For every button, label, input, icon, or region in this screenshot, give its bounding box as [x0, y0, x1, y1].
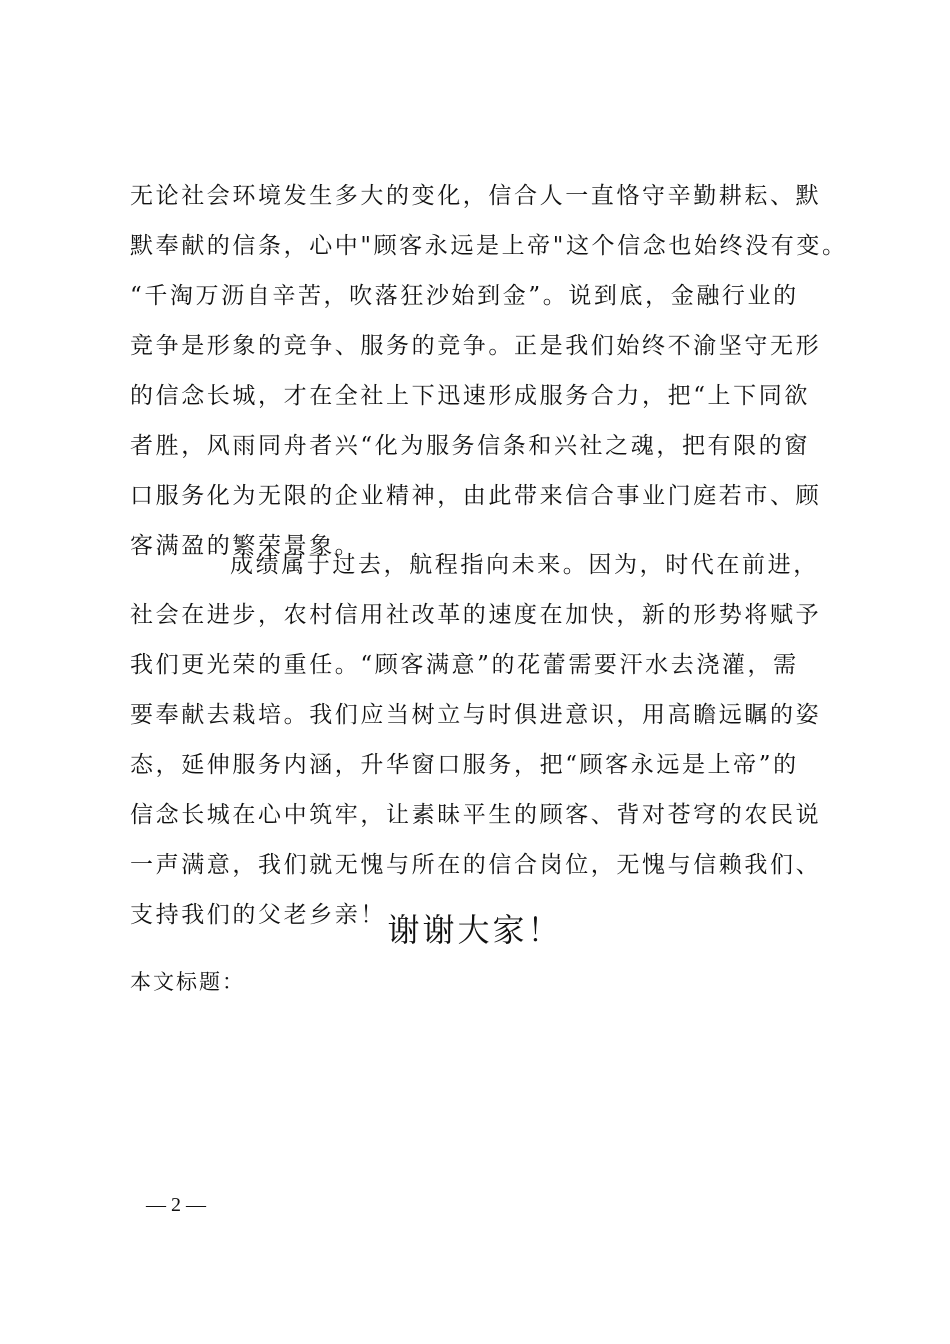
- closing-remark: 谢谢大家！: [387, 911, 563, 949]
- text-line: 一声满意，我们就无愧与所在的信合岗位，无愧与信赖我们、: [130, 852, 822, 878]
- text-line: 我们更光荣的重任。“顾客满意”的花蕾需要汗水去浇灌，需: [130, 652, 799, 678]
- text-line: 支持我们的父老乡亲！: [130, 902, 386, 928]
- text-line: 竞争是形象的竞争、服务的竞争。正是我们始终不渝坚守无形: [130, 333, 822, 359]
- text-line: 社会在进步，农村信用社改革的速度在加快，新的形势将赋予: [130, 602, 822, 628]
- text-line: “千淘万沥自辛苦，吹落狂沙始到金”。说到底，金融行业的: [130, 283, 799, 309]
- text-line: 者胜，风雨同舟者兴“化为服务信条和兴社之魂，把有限的窗: [130, 433, 810, 459]
- text-line: 态，延伸服务内涵，升华窗口服务，把“顾客永远是上帝”的: [130, 752, 799, 778]
- text-line: 默奉献的信条，心中"顾客永远是上帝"这个信念也始终没有变。: [130, 233, 848, 259]
- text-line: 成绩属于过去，航程指向未来。因为，时代在前进，: [230, 552, 819, 578]
- title-label: 本文标题：: [130, 970, 245, 994]
- body-paragraph-2: [130, 540, 830, 940]
- page-number: — 2 —: [146, 1194, 206, 1216]
- text-line: 客满盈的繁荣景象。: [130, 533, 361, 559]
- text-line: 信念长城在心中筑牢，让素昧平生的顾客、背对苍穹的农民说: [130, 802, 822, 828]
- text-line: 无论社会环境发生多大的变化，信合人一直恪守辛勤耕耘、默: [130, 183, 822, 209]
- text-line: 的信念长城，才在全社上下迅速形成服务合力，把“上下同欲: [130, 383, 810, 409]
- text-line: 口服务化为无限的企业精神，由此带来信合事业门庭若市、顾: [130, 483, 822, 509]
- body-paragraph-1: [130, 171, 848, 571]
- text-line: 要奉献去栽培。我们应当树立与时俱进意识，用高瞻远瞩的姿: [130, 702, 822, 728]
